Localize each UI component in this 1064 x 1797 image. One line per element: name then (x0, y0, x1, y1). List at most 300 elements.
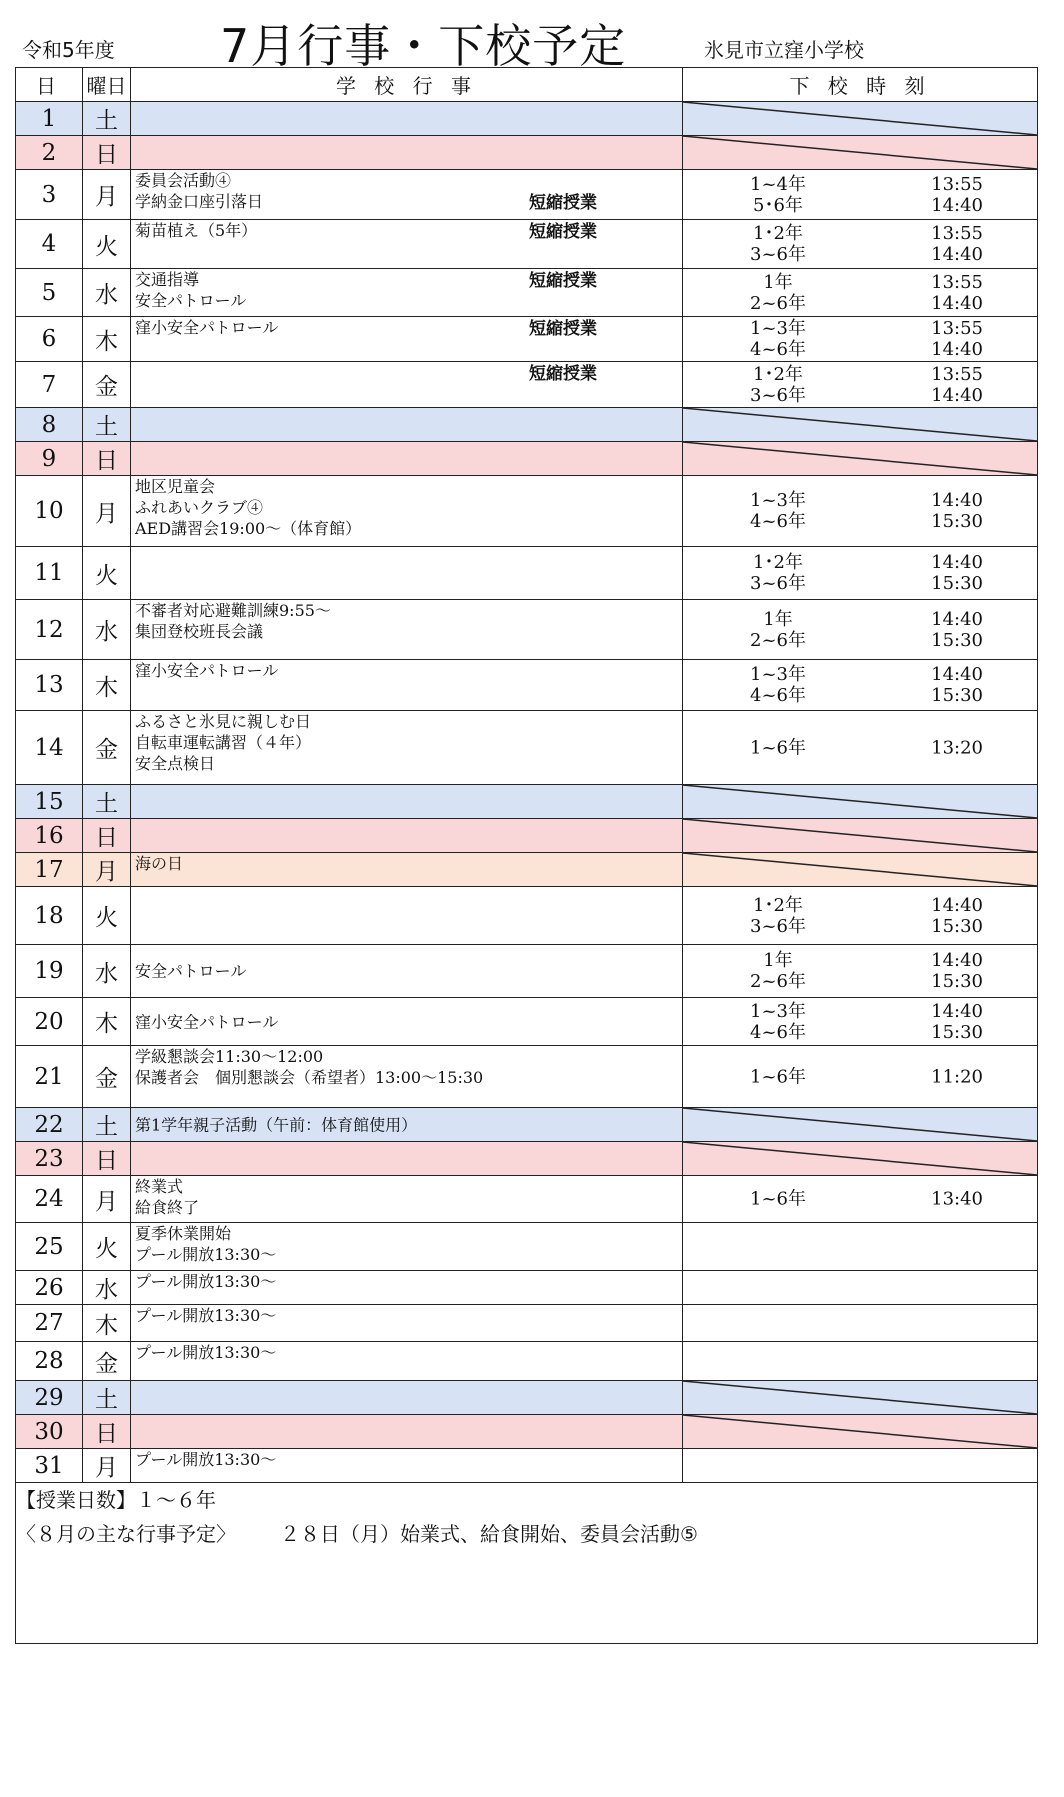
dismissal-time: 15:30 (931, 915, 983, 937)
table-row (16, 1176, 1038, 1223)
day-events (131, 476, 683, 547)
table-header-row (16, 68, 1038, 102)
day-events (131, 853, 683, 887)
no-dismissal-slash (683, 785, 1037, 818)
dismissal-times (683, 1381, 1038, 1415)
event-item: 安全点検日 (135, 754, 216, 773)
day-date: 16 (16, 819, 83, 853)
dismissal-entry (683, 1022, 1037, 1043)
dismissal-entry (683, 552, 1037, 573)
day-date: 18 (16, 887, 83, 945)
dismissal-times (683, 1415, 1038, 1449)
table-row (16, 476, 1038, 547)
table-row (16, 998, 1038, 1046)
dismissal-entry (683, 950, 1037, 971)
day-events (131, 1305, 683, 1342)
day-date: 15 (16, 785, 83, 819)
dismissal-entry (683, 630, 1037, 651)
day-date: 6 (16, 317, 83, 362)
dismissal-times (683, 600, 1038, 660)
day-events (131, 170, 683, 220)
dismissal-entry (683, 174, 1037, 195)
event-item: 集団登校班長会議 (135, 622, 264, 641)
dismissal-entry (683, 385, 1037, 406)
dismissal-grade: 1･2年 (753, 552, 803, 573)
day-of-week: 水 (83, 600, 131, 660)
dismissal-times (683, 476, 1038, 547)
day-events (131, 785, 683, 819)
day-date: 26 (16, 1271, 83, 1305)
table-row (16, 102, 1038, 136)
dismissal-grade: 1~3年 (750, 664, 806, 685)
dismissal-grade: 1~3年 (750, 1000, 806, 1022)
event-item: AED講習会19:00～（体育館） (135, 519, 362, 538)
dismissal-grade: 1~3年 (750, 318, 806, 339)
day-date: 11 (16, 547, 83, 600)
event-item: 地区児童会 (135, 477, 216, 496)
no-dismissal-slash (683, 1415, 1037, 1448)
day-date: 23 (16, 1142, 83, 1176)
dismissal-entry (683, 916, 1037, 937)
school-year: 令和5年度 (22, 38, 115, 62)
day-date: 25 (16, 1223, 83, 1271)
day-events (131, 362, 683, 408)
dismissal-times (683, 660, 1038, 711)
day-date: 22 (16, 1108, 83, 1142)
dismissal-time: 13:55 (931, 223, 983, 244)
dismissal-grade: 1年 (763, 271, 793, 293)
dismissal-entry (683, 1066, 1037, 1087)
dismissal-times (683, 853, 1038, 887)
dismissal-entry (683, 511, 1037, 532)
day-of-week: 木 (83, 998, 131, 1046)
table-row (16, 220, 1038, 269)
day-events (131, 1415, 683, 1449)
table-row (16, 1415, 1038, 1449)
day-of-week: 月 (83, 476, 131, 547)
table-row (16, 269, 1038, 317)
dismissal-times (683, 547, 1038, 600)
dismissal-time: 14:40 (931, 552, 983, 573)
table-row (16, 442, 1038, 476)
dismissal-entry (683, 664, 1037, 685)
day-date: 30 (16, 1415, 83, 1449)
day-of-week: 木 (83, 660, 131, 711)
table-row (16, 1046, 1038, 1108)
day-of-week: 水 (83, 269, 131, 317)
event-list (131, 711, 682, 774)
event-item: 学級懇談会11:30～12:00 (135, 1047, 324, 1066)
dismissal-time: 13:40 (931, 1188, 983, 1210)
dismissal-time: 13:55 (931, 173, 983, 195)
day-events (131, 998, 683, 1046)
day-of-week: 金 (83, 362, 131, 408)
dismissal-entry (683, 195, 1037, 216)
dismissal-time: 14:40 (931, 244, 983, 265)
day-date: 17 (16, 853, 83, 887)
day-events (131, 819, 683, 853)
day-events (131, 1271, 683, 1305)
dismissal-grade: 1年 (763, 950, 793, 971)
school-name: 氷見市立窪小学校 (704, 38, 864, 62)
dismissal-grade: 1･2年 (753, 894, 803, 916)
no-dismissal-slash (683, 1108, 1037, 1141)
day-date: 31 (16, 1449, 83, 1483)
no-dismissal-slash (683, 102, 1037, 135)
dismissal-entry (683, 609, 1037, 630)
event-list (131, 853, 682, 874)
table-row (16, 1271, 1038, 1305)
table-row (16, 853, 1038, 887)
event-list (131, 170, 682, 212)
dismissal-grade: 1~4年 (750, 173, 806, 195)
dismissal-times (683, 945, 1038, 998)
day-date: 12 (16, 600, 83, 660)
shortened-class-note: 短縮授業 (529, 271, 597, 291)
dismissal-times (683, 1046, 1038, 1108)
event-item: 保護者会 個別懇談会（希望者）13:00～15:30 (135, 1068, 484, 1087)
table-row (16, 711, 1038, 785)
day-date: 7 (16, 362, 83, 408)
dismissal-entry (683, 272, 1037, 293)
event-list (131, 1046, 682, 1088)
event-item: プール開放13:30～ (135, 1272, 277, 1291)
dismissal-times (683, 785, 1038, 819)
dismissal-grade: 1~3年 (750, 490, 806, 511)
event-item: 安全パトロール (135, 961, 247, 981)
day-date: 5 (16, 269, 83, 317)
day-events (131, 1342, 683, 1381)
day-date: 19 (16, 945, 83, 998)
event-item: プール開放13:30～ (135, 1245, 277, 1264)
day-date: 3 (16, 170, 83, 220)
dismissal-grade: 2~6年 (750, 971, 806, 992)
dismissal-grade: 4~6年 (750, 1021, 806, 1043)
day-of-week: 火 (83, 887, 131, 945)
table-row (16, 945, 1038, 998)
day-date: 13 (16, 660, 83, 711)
dismissal-entry (683, 971, 1037, 992)
event-list (131, 600, 682, 642)
day-events (131, 600, 683, 660)
day-events (131, 711, 683, 785)
dismissal-grade: 5･6年 (753, 194, 803, 216)
event-list (131, 660, 682, 681)
event-item: プール開放13:30～ (135, 1450, 277, 1469)
day-events (131, 1381, 683, 1415)
no-dismissal-slash (683, 1142, 1037, 1175)
dismissal-grade: 1･2年 (753, 223, 803, 244)
august-label: 〈８月の主な行事予定〉 (16, 1522, 236, 1546)
event-item: プール開放13:30～ (135, 1306, 277, 1325)
day-events (131, 442, 683, 476)
day-events (131, 1108, 683, 1142)
day-of-week: 土 (83, 785, 131, 819)
dismissal-time: 14:40 (931, 194, 983, 216)
event-item: 窪小安全パトロール (135, 318, 279, 337)
day-date: 27 (16, 1305, 83, 1342)
event-item: 不審者対応避難訓練9:55～ (135, 601, 331, 620)
day-events (131, 136, 683, 170)
day-of-week: 月 (83, 1176, 131, 1223)
event-item: ふるさと氷見に親しむ日 (135, 712, 312, 731)
col-header-date: 日 (16, 68, 83, 102)
dismissal-entry (683, 364, 1037, 385)
dismissal-times (683, 170, 1038, 220)
dismissal-grade: 3~6年 (750, 244, 806, 265)
dismissal-entry (683, 293, 1037, 314)
dismissal-times (683, 1142, 1038, 1176)
event-list (135, 1011, 278, 1032)
dismissal-time: 14:40 (931, 384, 983, 406)
page-title: 7月行事・下校予定 (220, 19, 627, 73)
table-row (16, 362, 1038, 408)
dismissal-times (683, 362, 1038, 408)
dismissal-time: 13:20 (931, 737, 983, 758)
event-item: 窪小安全パトロール (135, 1012, 279, 1031)
dismissal-entry (683, 490, 1037, 511)
table-row (16, 600, 1038, 660)
day-events (131, 1176, 683, 1223)
dismissal-times (683, 408, 1038, 442)
dismissal-times (683, 442, 1038, 476)
dismissal-entry (683, 318, 1037, 339)
day-date: 20 (16, 998, 83, 1046)
dismissal-times (683, 1342, 1038, 1381)
august-schedule (16, 1517, 1037, 1551)
day-of-week: 日 (83, 1142, 131, 1176)
day-of-week: 水 (83, 945, 131, 998)
dismissal-time: 15:30 (931, 573, 983, 594)
dismissal-time: 14:40 (931, 950, 983, 971)
event-list (131, 1305, 682, 1326)
day-of-week: 土 (83, 1381, 131, 1415)
table-row (16, 1108, 1038, 1142)
event-list (131, 476, 682, 539)
event-list (135, 961, 246, 982)
shortened-class-note: 短縮授業 (529, 222, 597, 242)
event-list (131, 220, 682, 241)
day-date: 9 (16, 442, 83, 476)
footer-row (16, 1483, 1038, 1644)
dismissal-time: 15:30 (931, 511, 983, 532)
dismissal-times (683, 220, 1038, 269)
day-date: 24 (16, 1176, 83, 1223)
day-of-week: 金 (83, 1046, 131, 1108)
dismissal-grade: 1~6年 (750, 1188, 806, 1210)
august-events: ２８日（月）始業式、給食開始、委員会活動⑤ (280, 1522, 698, 1546)
day-date: 2 (16, 136, 83, 170)
dismissal-grade: 4~6年 (750, 685, 806, 706)
dismissal-grade: 4~6年 (750, 339, 806, 360)
schedule-table (15, 67, 1038, 1644)
dismissal-times (683, 1449, 1038, 1483)
dismissal-times (683, 1176, 1038, 1223)
event-item: 夏季休業開始 (135, 1224, 232, 1243)
dismissal-grade: 2~6年 (750, 629, 806, 651)
dismissal-time: 14:40 (931, 490, 983, 511)
event-item: 海の日 (135, 854, 184, 873)
event-item: 第1学年親子活動（午前：体育館使用） (135, 1115, 418, 1134)
dismissal-time: 14:40 (931, 1000, 983, 1022)
dismissal-entry (683, 244, 1037, 265)
dismissal-time: 15:30 (931, 971, 983, 992)
dismissal-grade: 1年 (763, 608, 793, 630)
dismissal-time: 15:30 (931, 685, 983, 706)
dismissal-times (683, 317, 1038, 362)
no-dismissal-slash (683, 442, 1037, 475)
event-item: 窪小安全パトロール (135, 661, 279, 680)
event-item: プール開放13:30～ (135, 1343, 277, 1362)
day-events (131, 1223, 683, 1271)
day-events (131, 1142, 683, 1176)
day-date: 29 (16, 1381, 83, 1415)
dismissal-time: 14:40 (931, 608, 983, 630)
day-date: 8 (16, 408, 83, 442)
dismissal-times (683, 711, 1038, 785)
no-dismissal-slash (683, 408, 1037, 441)
dismissal-entry (683, 895, 1037, 916)
day-events (131, 1449, 683, 1483)
event-item: 学納金口座引落日 (135, 192, 264, 211)
dismissal-times (683, 1305, 1038, 1342)
day-of-week: 金 (83, 1342, 131, 1381)
day-of-week: 日 (83, 136, 131, 170)
day-of-week: 月 (83, 853, 131, 887)
day-date: 10 (16, 476, 83, 547)
event-item: 委員会活動④ (135, 171, 232, 190)
col-header-events: 学 校 行 事 (131, 68, 683, 102)
dismissal-grade: 3~6年 (750, 384, 806, 406)
day-of-week: 木 (83, 317, 131, 362)
no-dismissal-slash (683, 853, 1037, 886)
table-row (16, 819, 1038, 853)
table-row (16, 660, 1038, 711)
day-events (131, 660, 683, 711)
table-row (16, 1342, 1038, 1381)
dismissal-time: 13:55 (931, 271, 983, 293)
dismissal-grade: 1~6年 (750, 1066, 806, 1087)
dismissal-time: 14:40 (931, 894, 983, 916)
dismissal-grade: 2~6年 (750, 292, 806, 314)
dismissal-times (683, 1108, 1038, 1142)
dismissal-grade: 4~6年 (750, 511, 806, 532)
dismissal-times (683, 887, 1038, 945)
day-of-week: 日 (83, 1415, 131, 1449)
lesson-days-label: 【授業日数】１～６年 (16, 1488, 216, 1512)
day-events (131, 408, 683, 442)
event-item: 菊苗植え（5年） (135, 221, 258, 240)
day-of-week: 月 (83, 1449, 131, 1483)
table-row (16, 1449, 1038, 1483)
day-of-week: 土 (83, 1108, 131, 1142)
event-list (131, 1342, 682, 1363)
dismissal-entry (683, 685, 1037, 706)
shortened-class-note: 短縮授業 (529, 193, 597, 213)
dismissal-entry (683, 1189, 1037, 1210)
dismissal-entry (683, 1001, 1037, 1022)
dismissal-time: 14:40 (931, 339, 983, 360)
day-of-week: 日 (83, 442, 131, 476)
day-events (131, 102, 683, 136)
dismissal-entry (683, 223, 1037, 244)
table-row (16, 887, 1038, 945)
day-of-week: 火 (83, 1223, 131, 1271)
dismissal-entry (683, 573, 1037, 594)
dismissal-time: 14:40 (931, 292, 983, 314)
day-of-week: 土 (83, 102, 131, 136)
dismissal-grade: 3~6年 (750, 915, 806, 937)
event-item: ふれあいクラブ④ (135, 498, 264, 517)
event-item: 給食終了 (135, 1198, 200, 1217)
dismissal-entry (683, 737, 1037, 758)
day-events (131, 945, 683, 998)
dismissal-times (683, 998, 1038, 1046)
day-of-week: 月 (83, 170, 131, 220)
day-of-week: 日 (83, 819, 131, 853)
shortened-class-note: 短縮授業 (529, 319, 597, 339)
table-row (16, 317, 1038, 362)
table-row (16, 785, 1038, 819)
col-header-dismissal: 下 校 時 刻 (683, 68, 1038, 102)
dismissal-times (683, 1223, 1038, 1271)
event-list (135, 1114, 417, 1135)
dismissal-times (683, 819, 1038, 853)
dismissal-times (683, 102, 1038, 136)
dismissal-entry (683, 339, 1037, 360)
table-row (16, 1381, 1038, 1415)
col-header-dow: 曜日 (83, 68, 131, 102)
day-events (131, 547, 683, 600)
day-date: 28 (16, 1342, 83, 1381)
table-row (16, 136, 1038, 170)
day-of-week: 土 (83, 408, 131, 442)
shortened-class-note: 短縮授業 (529, 364, 597, 384)
table-row (16, 547, 1038, 600)
day-of-week: 火 (83, 220, 131, 269)
dismissal-grade: 1~6年 (750, 737, 806, 758)
event-list (131, 269, 682, 311)
dismissal-grade: 3~6年 (750, 573, 806, 594)
event-item: 交通指導 (135, 270, 200, 289)
table-row (16, 170, 1038, 220)
dismissal-times (683, 136, 1038, 170)
day-date: 14 (16, 711, 83, 785)
event-item: 自転車運転講習（４年） (135, 733, 312, 752)
day-events (131, 887, 683, 945)
dismissal-times (683, 1271, 1038, 1305)
day-of-week: 木 (83, 1305, 131, 1342)
day-events (131, 1046, 683, 1108)
no-dismissal-slash (683, 136, 1037, 169)
dismissal-times (683, 269, 1038, 317)
day-events (131, 269, 683, 317)
day-events (131, 317, 683, 362)
event-item: 終業式 (135, 1177, 184, 1196)
table-row (16, 1305, 1038, 1342)
day-date: 21 (16, 1046, 83, 1108)
no-dismissal-slash (683, 819, 1037, 852)
footer-notes (16, 1483, 1038, 1644)
table-row (16, 1223, 1038, 1271)
table-row (16, 1142, 1038, 1176)
event-list (131, 1223, 682, 1265)
table-row (16, 408, 1038, 442)
event-list (131, 1176, 682, 1218)
dismissal-time: 14:40 (931, 664, 983, 685)
day-events (131, 220, 683, 269)
dismissal-time: 15:30 (931, 629, 983, 651)
